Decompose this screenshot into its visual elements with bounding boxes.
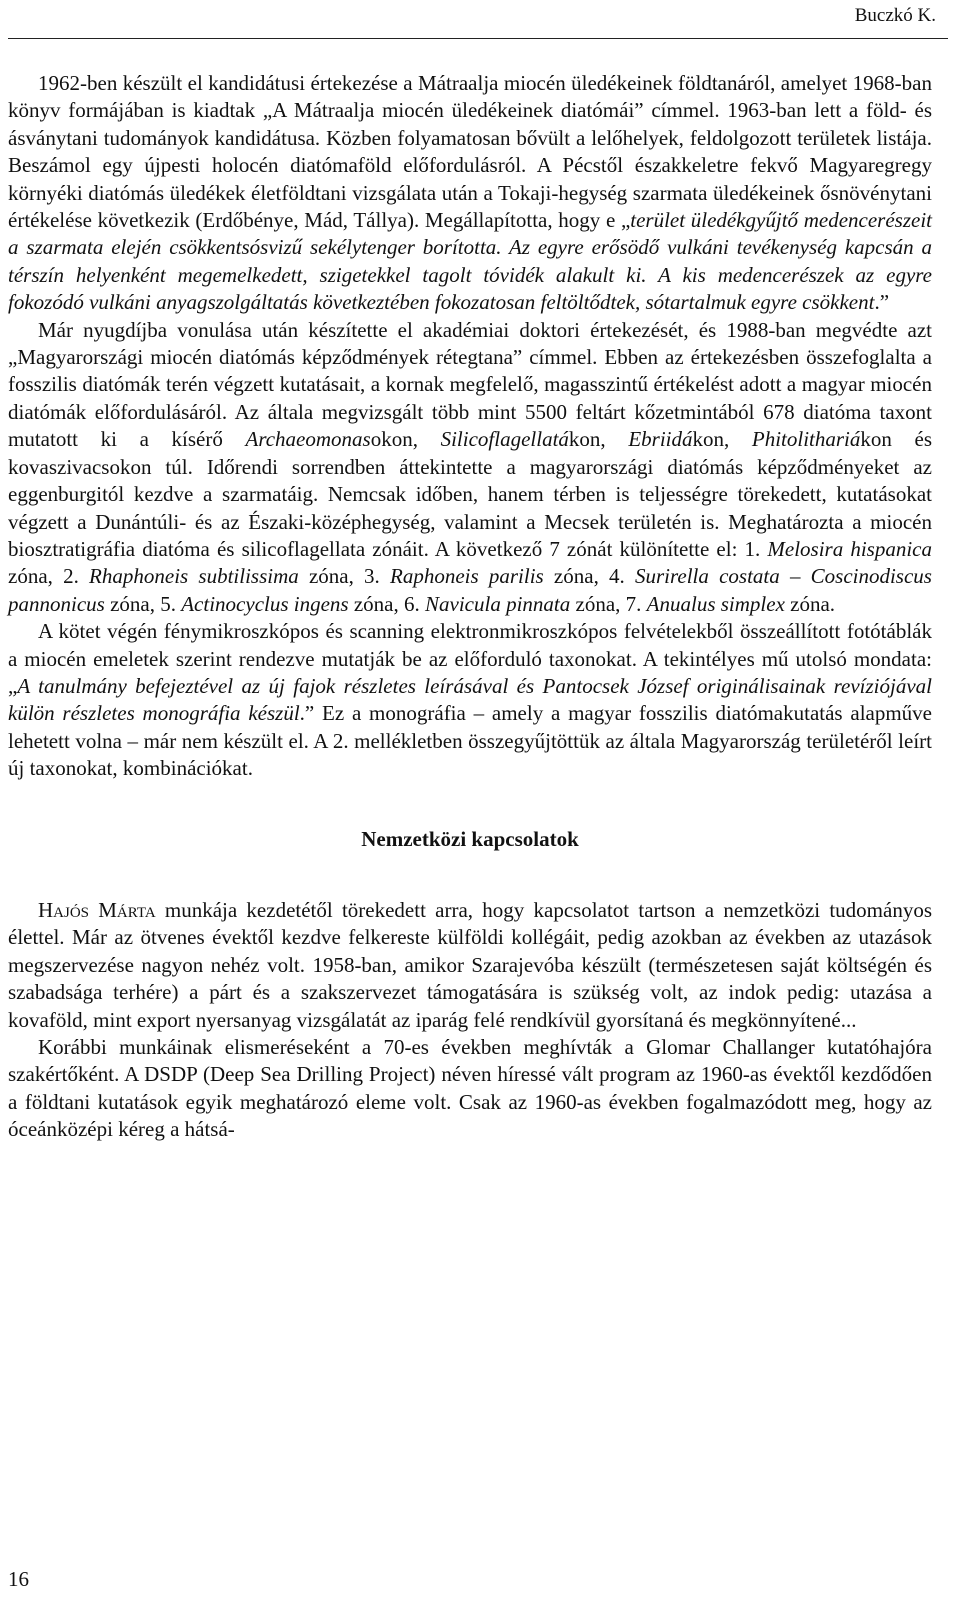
italic-run: Raphoneis parilis <box>390 564 544 589</box>
paragraph <box>8 317 932 618</box>
text-run: .” <box>874 290 890 315</box>
text-run: Korábbi munkáinak elismeréseként a 70-es években meghívták a Glomar Challanger kutatóhajóra szakértőként. A DSDP (Deep Sea Drilling Project) néven híressé vált program az 1960-as évektől kezdődően a földtani kutatások egyik meghatározó eleme volt. Csak az 1960-as években fogalmazódott meg, hogy az óceánközépi kéreg a hátsá- <box>8 1035 932 1142</box>
text-run: munkája kezdetétől törekedett arra, hogy kapcsolatot tartson a nemzetközi tudományos élettel. Már az ötvenes évektől kezdve felkereste külföldi kollégáit, pedig azokban az években az utazások megszervezése nagyon nehéz volt. 1958-ban, amikor Szarajevóba készült (természetesen saját költségén és szabadsága terhére) a párt és a szakszervezet támogatására is szükség volt, az indok pedig: utazása a kovaföld, mint export nyersanyag vizsgálatát az iparág felé rendkívül gyorsítaná és megkönnyítené... <box>8 897 932 1032</box>
italic-run: Silicoflagellatá <box>440 427 569 452</box>
text-run: kon, <box>692 427 752 452</box>
text-run: zóna, 2. <box>8 564 90 589</box>
body-text <box>8 70 932 1144</box>
text-run: okon, <box>370 427 441 452</box>
italic-run: Navicula pinnata <box>425 591 571 616</box>
italic-run: Archaeomonas <box>245 427 371 452</box>
italic-run: Surirella costata – Coscinodiscus pannonicus <box>8 564 932 616</box>
text-run: zóna, 6. <box>348 591 426 616</box>
text-run: 1962-ben készült el kandidátusi értekezése a Mátraalja miocén üledékeinek földtanáról, amelyet 1968-ban könyv formájában is kiadtak „A Mátraalja miocén üledékeinek diatómái” címmel. 1963-ban lett a föld- és ásványtani tudományok kandidátusa. Közben folyamatosan bővült a lelőhelyek, feldolgozott területek listája. Beszámol egy újpesti holocén diatómaföld előfordulásról. A Pécstől északkeletre fekvő Magyaregregy környéki diatómás üledékek életföldtani vizsgálata után a Tokaji-hegység szarmata üledékeinek ősnövénytani értékelése következik (Erdőbénye, Mád, Tállya). Megállapította, hogy e „ <box>8 71 932 233</box>
text-run: .” Ez a monográfia – amely a magyar fosszilis diatómakutatás alapműve lehetett volna – már nem készült el. A 2. mellékletben összegyűjtöttük az általa Magyarország területéről leírt új taxonokat, kombinációkat. <box>8 701 932 781</box>
text-run: kon, <box>568 427 629 452</box>
italic-run: Rhaphoneis subtilissima <box>89 564 299 589</box>
text-run: zóna, 5. <box>104 591 182 616</box>
italic-run: Melosira hispanica <box>767 536 932 561</box>
italic-run: A tanulmány befejeztével az új fajok részletes leírásával és Pantocsek József originálisainak revíziójával külön részletes monográfia készül <box>8 673 932 726</box>
text-run: zóna, 3. <box>298 564 391 589</box>
italic-run: Anualus simplex <box>646 591 785 616</box>
text-run: Már nyugdíjba vonulása után készítette el akadémiai doktori értekezését, és 1988-ban megvédte azt „Magyarországi miocén diatómás képződmények rétegtana” címmel. Ebben az értekezésben összefoglalta a fosszilis diatómák terén végzett kutatásait, a kornak megfelelő, magasszintű értékelést adott a magyar miocén diatómák előfordulásáról. Az általa megvizsgált több mint 5500 feltárt kőzetmintából 678 diatóma taxont mutatott ki a kísérő <box>8 317 932 452</box>
header-rule <box>8 38 948 39</box>
running-head: Buczkó K. <box>854 5 936 26</box>
paragraph <box>8 1034 932 1144</box>
paragraph <box>8 897 932 1034</box>
page-number: 16 <box>8 1567 29 1591</box>
text-run: A kötet végén fénymikroszkópos és scanning elektronmikroszkópos felvételekből összeállított fotótáblák a miocén emeletek szerint rendezve mutatják be az előforduló taxonokat. A tekintélyes mű utolsó mondata: „ <box>8 619 932 698</box>
italic-run: Phitolithariá <box>751 427 861 452</box>
author-name: Hajós Márta <box>38 897 156 922</box>
text-run: zóna. <box>784 591 836 616</box>
paragraph <box>8 618 932 782</box>
text-run: zóna, 4. <box>543 564 635 589</box>
italic-run: Ebriidá <box>628 427 693 452</box>
text-run: kon és kovaszivacsokon túl. Időrendi sorrendben áttekintette a magyarországi diatómás képződményeket az eggenburgitól kezdve a szarmatáig. Nemcsak időben, hanem térben is teljességre törekedett, kutatásokat végzett a Dunántúli- és az Északi-középhegység, valamint a Mecsek területén is. Meghatározta a miocén biosztratigráfia diatóma és silicoflagellata zónáit. A következő 7 zónát különítette el: 1. <box>8 427 933 561</box>
section-heading: Nemzetközi kapcsolatok <box>361 826 579 851</box>
text-run: zóna, 7. <box>570 591 647 616</box>
italic-run: terület üledékgyűjtő medencerészeit a szarmata elején csökkentsósvizű sekélytenger borította. Az egyre erősödő vulkáni tevékenység kapcsán a térszín helyenként megemelkedett, szigetekkel tagolt tóvidék alakult ki. A kis medencerészek az egyre fokozódó vulkáni anyagszolgáltatás következtében fokozatosan feltöltődtek, sótartalmuk egyre csökkent <box>8 208 932 315</box>
italic-run: Actinocyclus ingens <box>181 591 349 616</box>
paragraph <box>8 70 932 317</box>
